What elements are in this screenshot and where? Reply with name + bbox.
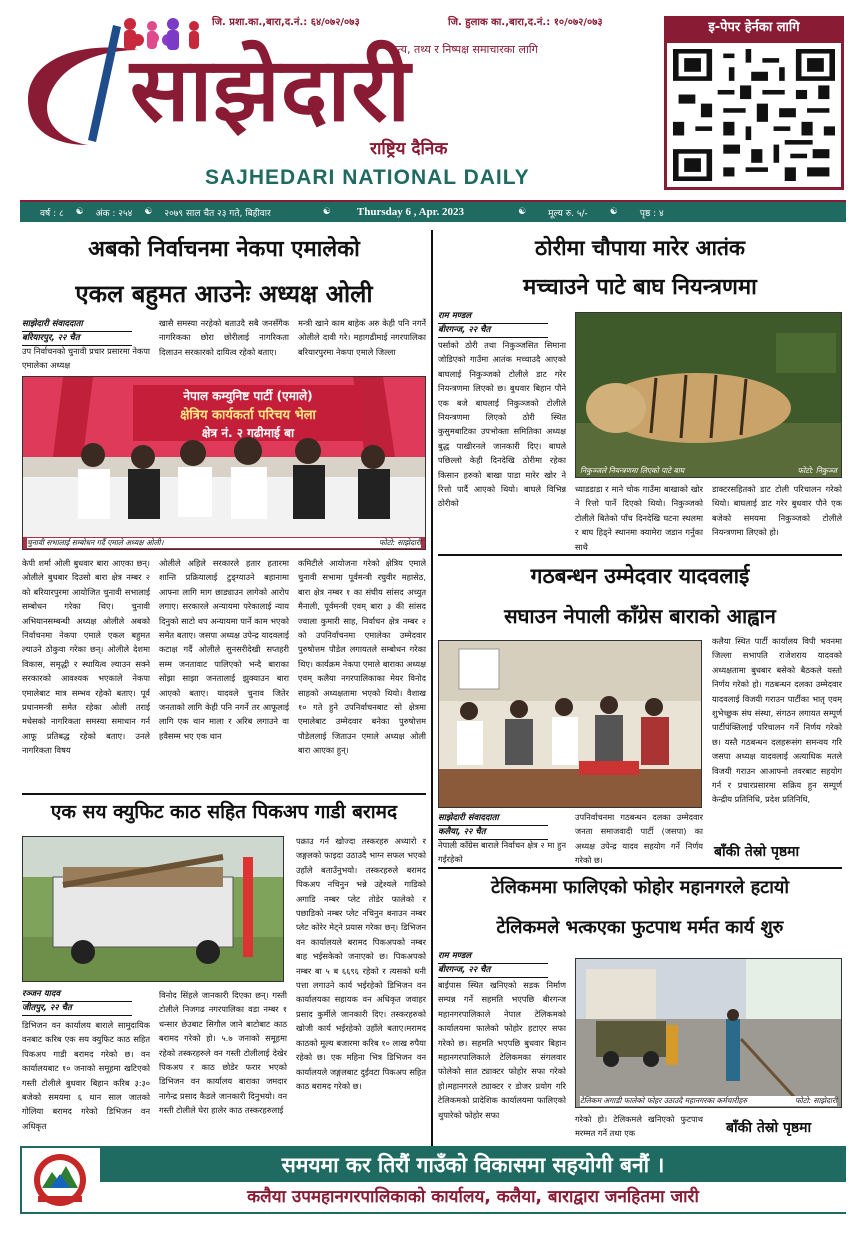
story-oli xyxy=(22,228,426,793)
story-column: पर्साको ठोरी तथा निकुञ्जसित सिमाना जोडिएको गाउँमा आतंक मच्चाउदै आएको बाघलाई निकुञ्जको टोलीले डाट गरेर नियन्त्रणमा लिएको छ। बुधवार बिहान पौने एक बजे बाघलाई निकुञ्जको टोलीले नियन्त्रणमा लिएको ठोरी स्थित कुसुमबाटिका उपभोक्ता समितिका अध्यक्ष बुद्ध पाखीरनले जानकारी दिए। बाघले पछिल्लो केही दिनदेखि ठोरीमा रहेका किसान हरुको बाखा पाडा मारेर खोर ने रित्तो पार्दै आएको थियो। बाघले विभिन्न ठोरीको xyxy=(438,340,566,509)
continued-link[interactable]: बाँकी तेस्रो पृष्ठमा xyxy=(714,844,800,860)
footer-ad xyxy=(20,1146,846,1214)
page-number: पृष्ठ : ४ xyxy=(639,208,664,219)
section-rule xyxy=(22,793,426,795)
registration-right: जि. हुलाक का.,बारा,द.नं.: १०/०७२/०७३ xyxy=(448,17,603,28)
headline: सघाउन नेपाली काँग्रेस बाराको आह्वान xyxy=(504,604,776,628)
ornament: ☯ xyxy=(144,207,153,217)
continued-link[interactable]: बाँकी तेस्रो पृष्ठमा xyxy=(726,1120,812,1136)
ornament: ☯ xyxy=(322,207,331,217)
byline-author: राम मण्डल xyxy=(438,310,548,324)
epaper-label: इ-पेपर हेर्नका लागि xyxy=(664,16,844,40)
photo-credit: फोटो: साझेदारी xyxy=(379,538,421,547)
headline: ठोरीमा चौपाया मारेर आतंक xyxy=(534,236,746,260)
caption-text: टेलिकम अगाडी फालेको फोहर उठाउदै महानगरका कर्मचारीहरु xyxy=(580,1096,747,1105)
story-telecom xyxy=(438,868,842,1148)
story-column: बाईपास स्थित खनिएको सडक निर्माण सम्पन्न गर्ने सहमति भएपछि बीरगन्ज महानगरपालिकाले नेपाल टेलिकमको कार्यालयमा फालेको फोहोर हटाएर सफा गरेको छ। सहमति भएपछि बुधवार बिहान महानगरपालिकाले टेलिकमका संगलवार फोलेको सात ट्याक्टर फोहोर सफा गरेको हो।महानगरले ट्याक्टर र डोजर प्रयोग गरि टेलिकमको प्रादेशिक कार्यालयमा फालिएको थुपारेको फोहोर सफा xyxy=(438,980,566,1120)
english-date: Thursday 6 , Apr. 2023 xyxy=(356,206,465,218)
story-column: गरेको हो। टेलिकमले खनिएको फुटपाथ मरम्मत गर्ने तथा एक xyxy=(575,1114,703,1139)
photo-banner-text: नेपाल कम्युनिष्ट पार्टी (एमाले) xyxy=(183,389,313,403)
date-bar xyxy=(20,200,846,222)
story-column: पक्राउ गर्न खोज्दा तस्करहरु अध्यारो र जङ्गलको फाइदा उठाउदै भाग्न सफल भएको उहाँले बताउँनुभयो। तस्करहरुले बरामद पिकअप नचिनुन भन्ने उद्देश्यले गाडिको अगाडि नम्बर प्लेट तोडेर फालेको र पछाडिको नम्बर प्लेट नचिनुन बनाउन नम्बर प्लेट कोरेर मेट्ने प्रयास गरेका छन्। डिभिजन वन कार्यालयले बरामद पिकअपको नम्बर बाह भईसकेको जनाएको छ। पिकअपको नम्बर बा ५ ब ६६९६ रहेको र त्यसको धनी पत्ता लगाउने कार्य भईरहेको डिभिजन वन कार्यालयका सहायक वन अधिकृत जवाहर प्रसाद कुर्मीले जानकारी दिए। तस्करहरुको खोजी कार्य भईरहेको उहाँले बताए।मरामद काठको मूल्य बजारमा करिब १० लाख रुपैया रहेको छ। एक महिना भित्र डिभिजन वन कार्यालयले जङ्गलबाट दुईवटा पिकअप सहित काठ बरामद गरेको छ। xyxy=(296,836,426,1091)
headline: मच्चाउने पाटे बाघ नियन्त्रणमा xyxy=(523,275,757,300)
photo-pickup xyxy=(22,836,284,982)
story-timber xyxy=(22,796,426,1146)
headline: एक सय क्युफिट काठ सहित पिकअप गाडी बरामद xyxy=(50,801,398,823)
byline-author: साझेदारी संवाददाता xyxy=(438,812,548,826)
emblem-logo xyxy=(22,1148,98,1212)
qr-code[interactable] xyxy=(664,40,844,190)
photo-meeting xyxy=(438,640,702,808)
byline-dateline: जीतपुर, २२ चैत xyxy=(22,1002,132,1016)
story-congress xyxy=(438,556,842,866)
ornament: ☯ xyxy=(518,207,527,217)
photo-banner-text: क्षेत्र नं. २ गढीमाई बा xyxy=(201,426,295,440)
caption-text: निकुञ्जले नियन्त्रणमा लिएको पाटे बाघ xyxy=(580,466,685,475)
volume-year: वर्ष : ८ xyxy=(40,208,64,219)
story-column: कमिटीले आयोजना गरेको क्षेत्रिय एमाले चुनावी सभामा पूर्वमन्त्री रघुवीर महासेठ, बारा क्षेत्र नम्बर १ का संघीय सांसद अच्युत मैनाली, पूर्वमन्त्री एवम् बारा ३ की सांसद ज्वाला कुमारी साह, निर्वाचन क्षेत्र नम्बर २ को उपनिर्वाचनमा एमालेका उम्मेदवार पुरुषोत्तम पौडेल लगायतले सम्बोधन गरेका थिए। कार्यक्रम नेकपा एमाले बाराका अध्यक्ष एवम् कलैया नगरपालिकाका मेयर विनोद साहको अध्यक्षतामा भएको थियो। वैशाख १० गते हुने उपनिर्वाचनबाट सो क्षेत्रमा एमालेबाट उम्मेदवार बनेका पुरुषोत्तम पौडेललाई जिताउन एमाले अध्यक्ष ओली बारा आएका हुन्। xyxy=(298,558,426,756)
story-column: डिभिजन वन कार्यालय बाराले सामुदायिक वनबाट करिब एक सय क्युफिट काठ सहित पिकअप गाडी बरामद गरेको छ। वन कार्यालयबाट १० जनाको समूहमा खटिएको गस्ती टोलीले बुधवार बिहान करिब ३:३० बजेको समयमा ६ थान साल जातको गोलिया बरामद गरेको डिभिजन वन अधिकृत xyxy=(22,1020,150,1131)
story-column: उप निर्वाचनको चुनावी प्रचार प्रसारमा नेकपा एमालेका अध्यक्ष xyxy=(22,346,150,371)
photo-cleanup xyxy=(575,958,842,1108)
byline-author: रञ्जन यादव xyxy=(22,988,132,1002)
byline-author: साझेदारी संवाददाता xyxy=(22,318,132,332)
byline xyxy=(438,950,568,978)
byline xyxy=(22,988,152,1016)
photo-caption xyxy=(27,538,421,548)
ad-issuer: कलैया उपमहानगरपालिकाको कार्यालय, कलैया, बाराद्वारा जनहितमा जारी xyxy=(100,1182,846,1212)
story-column: खासै समस्या नरहेको बताउदै सबै जनसँगैक नागरिकका छोरा छोरीलाई नागरिकता दिलाउन सरकारको दायित्व रहेको बताए। xyxy=(159,318,289,357)
byline-dateline: कलैया, २२ चैत xyxy=(438,826,548,840)
story-column: ध्याडडाडा र माने चोक गाउँमा बाखाको खोर ने रित्तो पार्ने दिएको थियो। निकुञ्जको टोलीले बितेको पाँच दिनदेखि घटना स्थलमा र बाघ हिड्ने स्थानमा क्यामेरा जडान गर्नुका साथै xyxy=(575,484,703,552)
photo-credit: फोटो: साझेदारी xyxy=(795,1096,837,1105)
story-column: मन्त्री खाने काम बाहेक अरु केही पनि नगर्ने ओलीले दावी गरे। महागढीमाई नगरपालिका बरियारपुरमा नेकपा एमाले जिल्ला xyxy=(298,318,426,357)
photo-caption xyxy=(580,466,837,476)
headline: टेलिकमले भत्कएका फुटपाथ मर्मत कार्य शुरु xyxy=(496,917,784,938)
column-divider xyxy=(431,230,433,1150)
byline xyxy=(438,310,568,338)
logo-wordmark: साझेदारी xyxy=(130,38,412,141)
masthead xyxy=(0,0,860,198)
byline xyxy=(22,318,152,346)
story-column: ओलीले अहिले सरकारले हतार हतारमा शान्ति प्रक्रियालाई टुङ्ग्याउने बहानामा आफ्ना लागि माग छाड्याउन लागेको आरोप लगाए। सरकारले अन्यायमा परेकालाई न्याय दिनुको साटो थप अन्यायमा पार्ने काम भएको समेत बताए। जसपा अध्यक्ष उपेन्द्र यादवलाई कटाक्ष गर्दै ओलीले सुनसरीदेखी सप्तहरी सम्म जनतावाट पालिएको भन्दै बाराका सोझा साझा जनतालाई झुक्याउन बारा आएको बताए। यादवले चुनाव जितेर जनताको लागि केही पनि नगर्ने तर आफूलाई लागि एक थान माला र अरिब लगाउने वा हवैसम्म भए एक थान xyxy=(159,558,289,741)
subtitle-np: राष्ट्रिय दैनिक xyxy=(370,139,448,159)
photo-credit: फोटो: निकुञ्ज xyxy=(797,466,837,475)
caption-text: चुनावी सभालाई सम्बोधन गर्दै एमाले अध्यक्ष ओली। xyxy=(27,538,164,547)
nepali-date: २०७९ साल चैत २३ गते, बिहीवार xyxy=(164,208,271,219)
story-column: डाक्टरसहितको डाट टोली परिचालन गरेको थियो। बाघलाई डाट गरेर बुधवार पौने एक बजेको समयमा निकुञ्जको टोलीले नियन्त्रणमा लिएको हो। xyxy=(712,484,842,538)
price: मूल्य रु. ५/- xyxy=(548,208,588,219)
ornament: ☯ xyxy=(75,207,84,217)
name-english: SAJHEDARI NATIONAL DAILY xyxy=(205,166,530,189)
story-column: उपनिर्वाचनमा गठबन्धन दलका उम्मेदवार जनता समाजवादी पार्टी (जसपा) का अध्यक्ष उपेन्द्र यादव सहयोग गर्ने निर्णय गरेको छ। xyxy=(575,812,703,866)
headline: अबको निर्वाचनमा नेकपा एमालेको xyxy=(88,237,360,262)
story-column: विनोद सिंहले जानकारी दिएका छन्। गस्ती टोलीले निजगढ नगरपालिका वडा नम्बर १ धन्सार छेउबाट सिगौल जाने बाटोबाट काठ बरामद गरेको हो। ५.७ जनाको समूहमा रहेको तस्करहरुले वन गस्ती टोलीलाई देखेर पिकअप र काठ छोडेर फरार भएको डिभिजन वन कार्यालय बाराका जमदार नागेन्द्र प्रसाद कैडले जानकारी दिनुभयो। वन गस्ती टोलीले घेरा हालेर काठ तस्करहरुलाई xyxy=(159,990,287,1116)
story-column: केपी शर्मा ओली बुधवार बारा आएका छन्। ओलीले बुधबार दिउसो बारा क्षेत्र नम्बर २ को बरियारपुरमा आयोजित चुनावी सभालाई सम्बोधन गरेका थिए। चुनावी अभियानसम्बन्धी अध्यक्ष ओलीले अबको निर्वाचनमा नेकपा एमाले एकल बहुमत ल्याउने ठोकुवा गरेका छन्। ओलीले देशमा विकास, समृद्धी र स्थायित्व ल्याउन सक्ने सरकारको आवश्यक भएकाले नेकपा एमालेबाट मात्र सम्भव रहेको बताए। पूर्व प्रधानमन्त्री समेत रहेका ओली तराई मधेसको नागरिकता समस्या समाधान गर्न आफू प्रतिबद्ध रहेको बताए। उनले नागरिकता विषय xyxy=(22,558,150,756)
byline-dateline: बीरगन्ज, २२ चैत xyxy=(438,964,548,978)
headline: टेलिकममा फालिएको फोहोर महानगरले हटायो xyxy=(490,877,790,898)
headline: एकल बहुमत आउनेः अध्यक्ष ओली xyxy=(75,280,373,308)
photo-tiger xyxy=(575,312,842,478)
issue-number: अंक : २५४ xyxy=(95,208,133,219)
photo-caption xyxy=(580,1096,837,1106)
story-tiger xyxy=(438,228,842,553)
tagline: सत्य, तथ्य र निष्पक्ष समाचारका लागि xyxy=(390,43,538,56)
byline-dateline: बीरगन्ज, २२ चैत xyxy=(438,324,548,338)
photo-rally xyxy=(22,376,426,550)
headline: गठबन्धन उम्मेदवार यादवलाई xyxy=(530,564,750,588)
story-column: कलैया स्थित पार्टी कार्यालय विपी भवनमा जिल्ला सभापति राजेशराय यादवको अध्यक्षतामा बुधबार बसेको बैठकले यस्तो निर्णय गरेको हो। गठबन्धन दलका उम्मेदवार यादवलाई विजयी गराउन पार्टीका भातृ एवम् शुभेच्छुक संघ संस्था, संगठन लगायत सम्पूर्ण पार्टीपंक्तिलाई परिचालन गर्ने निर्णय गरेको छ। यस्तै गठबन्धन दलहरूसंग समन्वय गरि जसपा अध्यक्ष यादवलाई अत्याधिक मतले विजयी गराउन आआफ्नो तवरबाट सहयोग गर्न र प्रचारप्रसारमा सक्रिय हुन सम्पूर्ण केन्द्रीय प्रतिनिधि, प्रदेश प्रतिनिधि, xyxy=(712,636,842,805)
ornament: ☯ xyxy=(609,207,618,217)
epaper-box[interactable] xyxy=(664,16,844,192)
ad-slogan: समयमा कर तिरौं गाउँको विकासमा सहयोगी बनौं । xyxy=(100,1148,846,1182)
photo-banner-text: क्षेत्रिय कार्यकर्ता परिचय भेला xyxy=(180,408,316,423)
byline xyxy=(438,812,568,840)
byline-dateline: बरियारपुर, २२ चैत xyxy=(22,332,132,346)
story-column: नेपाली काँग्रेस बाराले निर्वाचन क्षेत्र २ मा हुन गईरहेको xyxy=(438,840,566,865)
byline-author: राम मण्डल xyxy=(438,950,548,964)
registration-left: जि. प्रशा.का.,बारा,द.नं.: ६४/०७२/०७३ xyxy=(212,17,360,28)
